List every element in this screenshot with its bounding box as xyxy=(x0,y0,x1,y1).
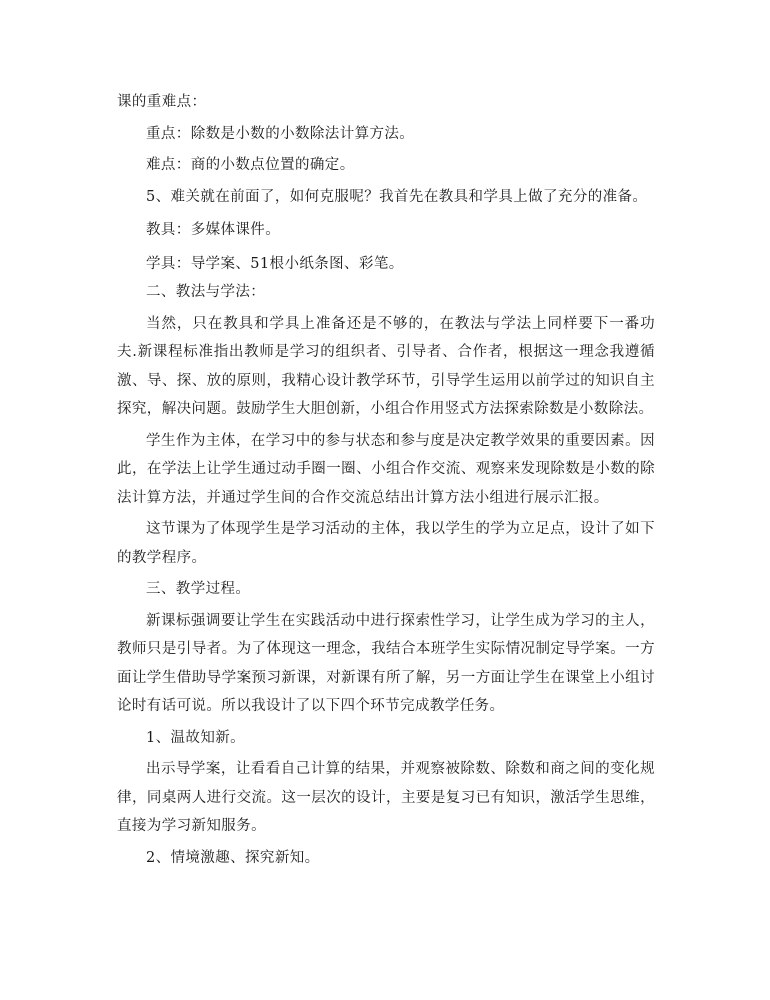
paragraph-difficult-point: 难点：商的小数点位置的确定。 xyxy=(146,157,355,173)
paragraph-key-point: 重点：除数是小数的小数除法计算方法。 xyxy=(146,125,415,142)
heading-methods: 二、教法与学法： xyxy=(146,284,266,300)
heading-teaching-process: 三、教学过程。 xyxy=(146,581,251,597)
paragraph-review-detail: 出示导学案，让看看自己计算的结果，并观察被除数、除数和商之间的变化规律，同桌两人进行交流。这一层次的设计，主要是复习已有知识，激活学生思维，直接为学习新知服务。 xyxy=(117,761,655,834)
paragraph-procedure-intro: 这节课为了体现学生是学习活动的主体，我以学生的学为立足点，设计了如下的教学程序。 xyxy=(117,521,655,566)
document-body xyxy=(117,88,655,872)
paragraph-learning-method: 学生作为主体，在学习中的参与状态和参与度是决定教学效果的重要因素。因此，在学法上让学生通过动手圈一圈、小组合作交流、观察来发现除数是小数的除法计算方法，并通过学生间的合作交流总结出计算方法小组进行展示汇报。 xyxy=(117,432,655,506)
paragraph-learning-aids: 学具：导学案、51根小纸条图、彩笔。 xyxy=(146,255,404,272)
heading-review: 1、温故知新。 xyxy=(146,729,246,746)
paragraph-curriculum-standard: 新课标强调要让学生在实践活动中进行探索性学习，让学生成为学习的主人，教师只是引导者。为了体现这一理念，我结合本班学生实际情况制定导学案。一方面让学生借助导学案预习新课，对新课有所了解，另一方面让学生在课堂上小组讨论时有话可说。所以我设计了以下四个环节完成教学任务。 xyxy=(117,612,655,714)
paragraph-teaching-aids: 教具：多媒体课件。 xyxy=(146,222,281,238)
heading-explore: 2、情境激趣、探究新知。 xyxy=(146,849,320,866)
heading-key-points: 课的重难点： xyxy=(117,94,207,110)
paragraph-teaching-method: 当然，只在教具和学具上准备还是不够的，在教法与学法上同样要下一番功夫.新课程标准指出教师是学习的组织者、引导者、合作者，根据这一理念我遵循激、导、探、放的原则，我精心设计教学环节，引导学生运用以前学过的知识自主探究，解决问题。鼓励学生大胆创新，小组合作用竖式方法探索除数是小数除法。 xyxy=(117,315,655,417)
paragraph-preparation: 5、难关就在前面了，如何克服呢？我首先在教具和学具上做了充分的准备。 xyxy=(146,188,648,205)
